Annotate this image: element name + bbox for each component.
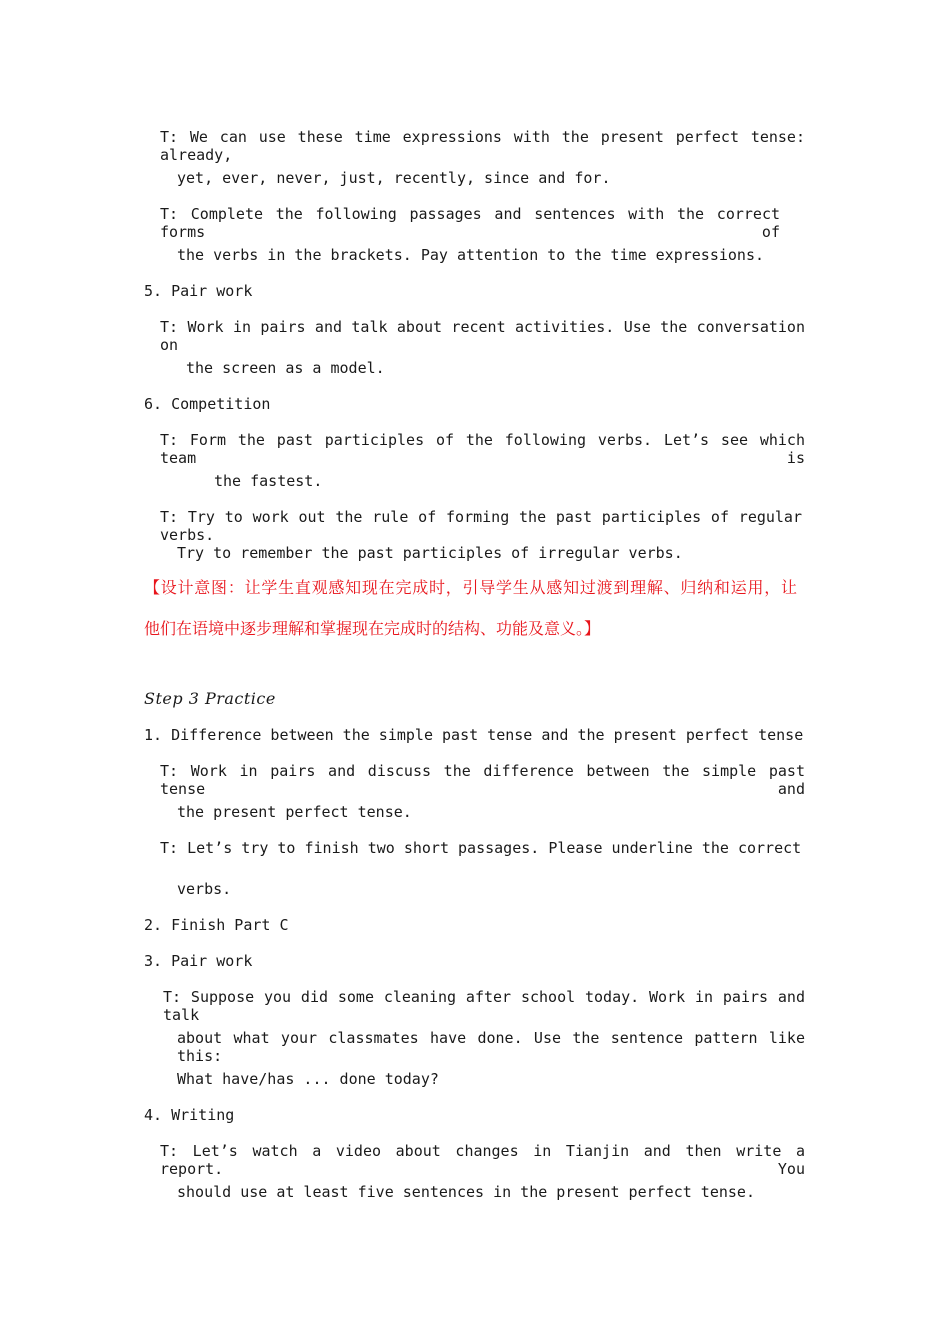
teacher-line: T: Let’s try to finish two short passages. Please underline the correct — [160, 839, 802, 857]
teacher-line: T: Form the past participles of the following verbs. Let’s see which team is — [160, 431, 805, 467]
section-heading: 3. Pair work — [144, 952, 253, 970]
teacher-line-continued: Try to remember the past participles of irregular verbs. — [177, 544, 683, 562]
teacher-line-continued: the verbs in the brackets. Pay attention to the time expressions. — [177, 246, 764, 264]
teacher-line: T: Try to work out the rule of forming the past participles of regular verbs. — [160, 508, 802, 544]
section-heading: 6. Competition — [144, 395, 271, 413]
teacher-line-continued: the present perfect tense. — [177, 803, 412, 821]
teacher-line-continued: should use at least five sentences in the present perfect tense. — [177, 1183, 755, 1201]
teacher-line: T: Suppose you did some cleaning after school today. Work in pairs and talk — [163, 988, 805, 1024]
teacher-line: T: Work in pairs and discuss the difference between the simple past tense and — [160, 762, 805, 798]
section-heading: 5. Pair work — [144, 282, 253, 300]
teacher-line: T: Let’s watch a video about changes in Tianjin and then write a report. You — [160, 1142, 805, 1178]
section-heading: 2. Finish Part C — [144, 916, 289, 934]
teacher-line-continued: What have/has ... done today? — [177, 1070, 439, 1088]
teacher-line-continued: verbs. — [177, 880, 232, 898]
teacher-line-continued: the fastest. — [214, 472, 323, 490]
teacher-line-continued: the screen as a model. — [186, 359, 385, 377]
section-heading: 4. Writing — [144, 1106, 235, 1124]
design-intent-note: 【设计意图：让学生直观感知现在完成时，引导学生从感知过渡到理解、归纳和运用，让 — [144, 578, 797, 597]
teacher-line-continued: yet, ever, never, just, recently, since and for. — [177, 169, 611, 187]
design-intent-note-continued: 他们在语境中逐步理解和掌握现在完成时的结构、功能及意义。】 — [144, 619, 601, 638]
teacher-line: T: We can use these time expressions with the present perfect tense: already, — [160, 128, 805, 164]
teacher-line: T: Complete the following passages and sentences with the correct forms of — [160, 205, 780, 241]
step-heading: Step 3 Practice — [144, 689, 276, 708]
teacher-line-continued: about what your classmates have done. Use the sentence pattern like this: — [177, 1029, 805, 1065]
teacher-line: T: Work in pairs and talk about recent activities. Use the conversation on — [160, 318, 805, 354]
section-heading: 1. Difference between the simple past tense and the present perfect tense — [144, 726, 804, 744]
